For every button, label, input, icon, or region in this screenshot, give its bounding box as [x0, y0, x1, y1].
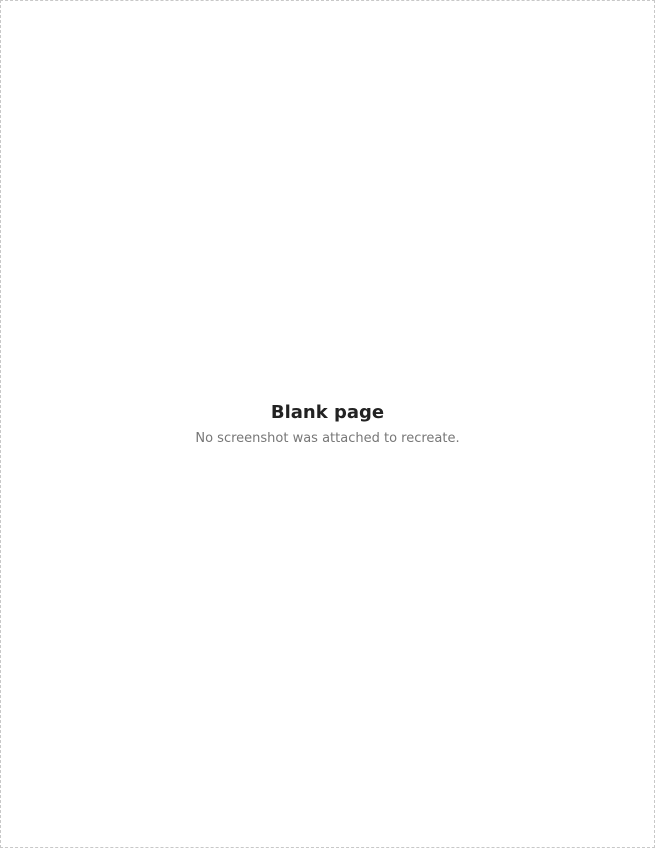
placeholder-title: Blank page [270, 402, 385, 423]
placeholder-note: No screenshot was attached to recreate. [195, 431, 460, 446]
